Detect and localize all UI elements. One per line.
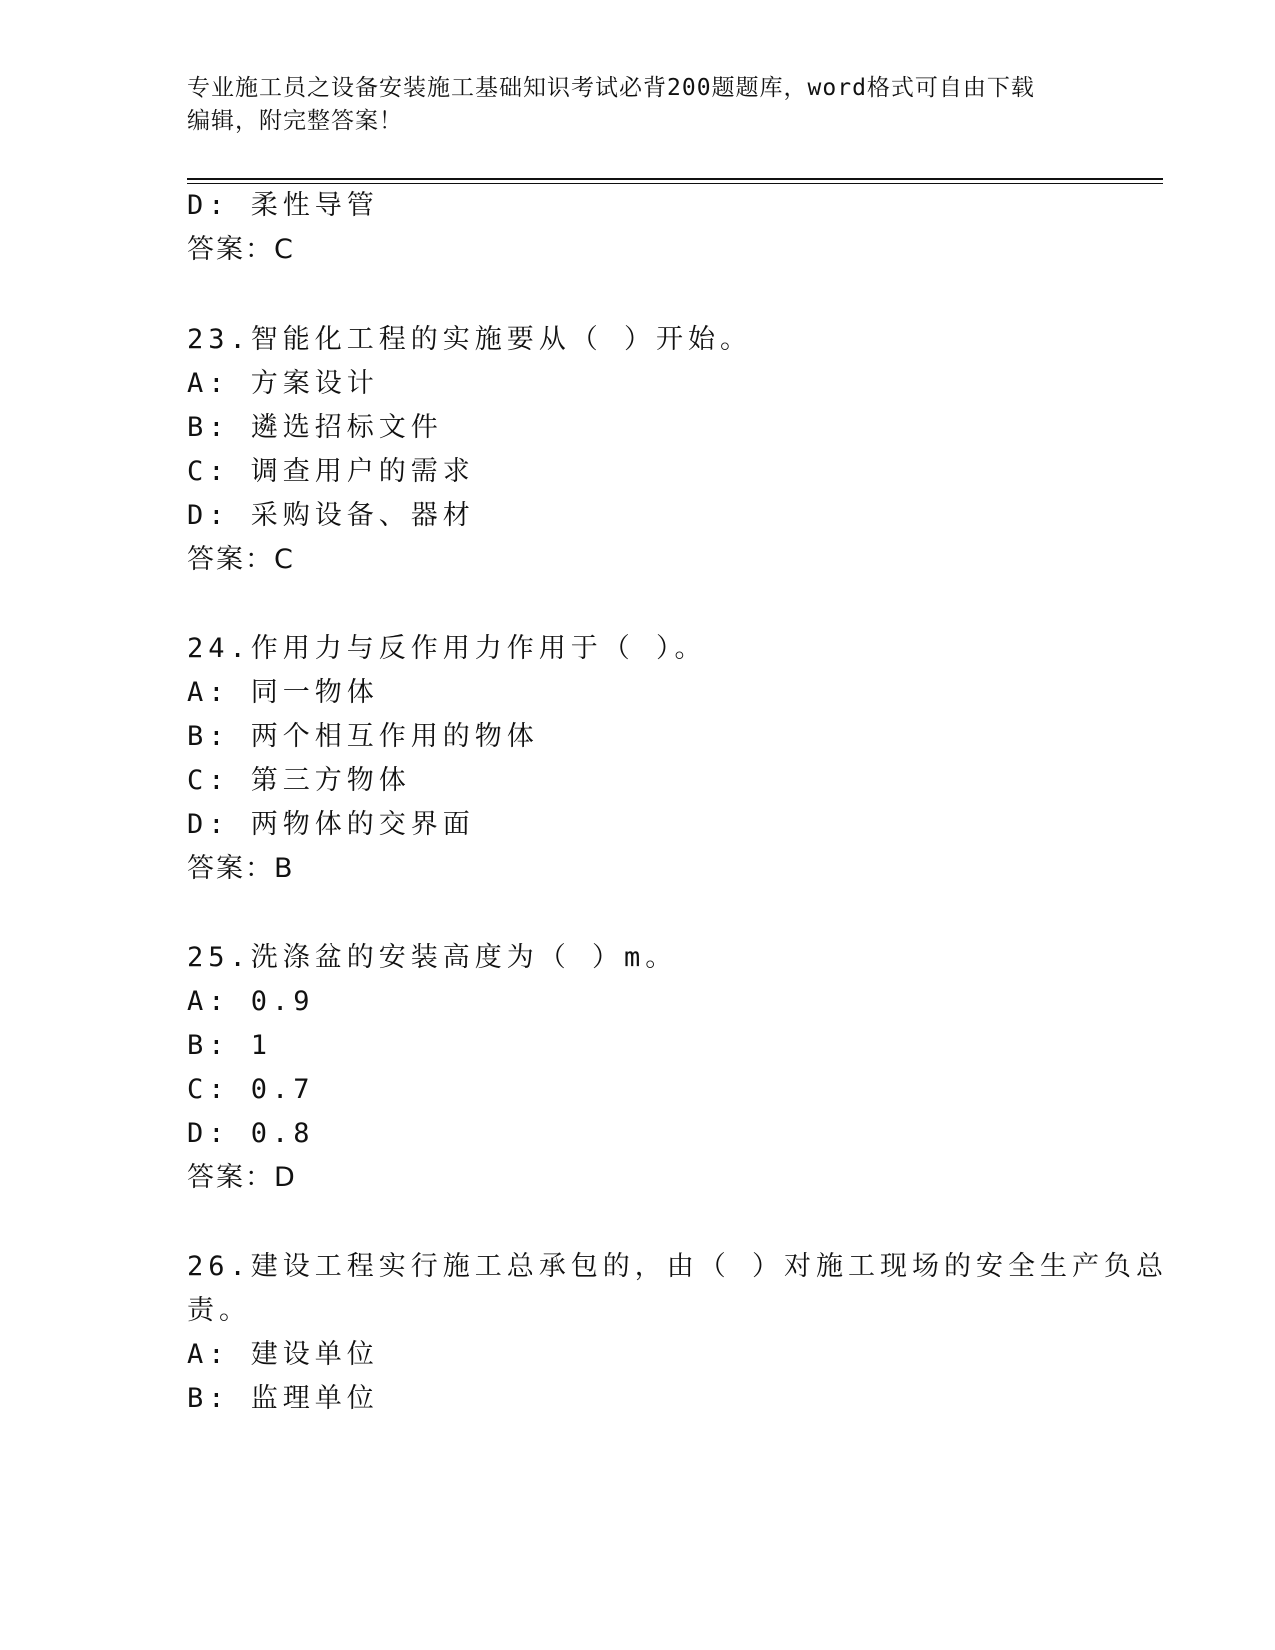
header-line-1: 专业施工员之设备安装施工基础知识考试必背200题题库，word格式可自由下载	[187, 75, 1035, 101]
q24-option-c: C: 第三方物体	[187, 765, 411, 796]
q23-answer: 答案：C	[187, 544, 295, 575]
header-divider-thin	[187, 183, 1163, 184]
q24-option-a: A: 同一物体	[187, 677, 379, 708]
q23-option-b: B: 遴选招标文件	[187, 412, 443, 443]
q22-answer: 答案：C	[187, 234, 295, 265]
page-header	[187, 72, 1087, 138]
q22-option-d: D: 柔性导管	[187, 190, 379, 221]
q26-stem-line-2: 责。	[187, 1295, 251, 1326]
q25-answer: 答案：D	[187, 1162, 297, 1193]
header-line-2: 编辑，附完整答案！	[187, 108, 403, 134]
q25-option-b: B: 1	[187, 1030, 273, 1061]
q23-option-a: A: 方案设计	[187, 368, 379, 399]
q26-option-a: A: 建设单位	[187, 1339, 379, 1370]
q23-option-c: C: 调查用户的需求	[187, 456, 475, 487]
q26-stem-line-1: 26.建设工程实行施工总承包的，由（ ）对施工现场的安全生产负总	[187, 1251, 1169, 1282]
q26-option-b: B: 监理单位	[187, 1383, 379, 1414]
q25-option-a: A: 0.9	[187, 986, 315, 1017]
q23-option-d: D: 采购设备、器材	[187, 500, 475, 531]
header-divider-thick	[187, 178, 1163, 180]
q25-stem: 25.洗涤盆的安装高度为（ ）m。	[187, 942, 678, 973]
q25-option-c: C: 0.7	[187, 1074, 315, 1105]
q23-stem: 23.智能化工程的实施要从（ ）开始。	[187, 324, 753, 355]
q24-stem: 24.作用力与反作用力作用于（ ）。	[187, 633, 707, 664]
q24-option-d: D: 两物体的交界面	[187, 809, 475, 840]
q24-option-b: B: 两个相互作用的物体	[187, 721, 539, 752]
q25-option-d: D: 0.8	[187, 1118, 315, 1149]
q24-answer: 答案：B	[187, 853, 295, 884]
